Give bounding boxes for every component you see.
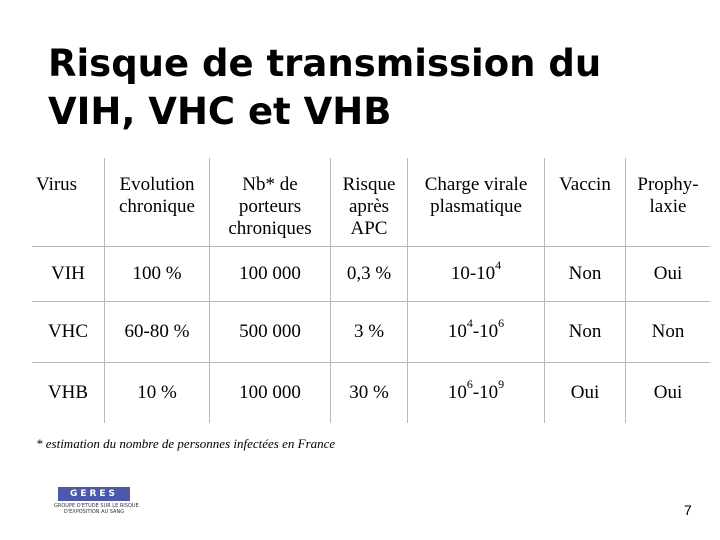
cell-evolution: 10 %	[105, 363, 210, 424]
header-line: Risque	[342, 174, 396, 195]
table-row	[32, 247, 710, 302]
charge-base: 10	[479, 382, 499, 403]
cell-risque: 0,3 %	[331, 247, 408, 302]
table-header-row	[32, 158, 710, 247]
page-number: 7	[684, 502, 692, 518]
header-line: APC	[350, 218, 388, 239]
charge-base: 10	[447, 382, 467, 403]
charge-exponent: 4	[466, 316, 473, 330]
charge-exponent: 9	[498, 377, 505, 391]
header-line: après	[348, 196, 390, 217]
cell-porteurs: 500 000	[210, 302, 331, 363]
header-line: chronique	[119, 196, 195, 217]
header-line: laxie	[649, 196, 687, 217]
cell-evolution: 100 %	[105, 247, 210, 302]
charge-exponent: 6	[466, 377, 473, 391]
charge-base: 10	[479, 321, 499, 342]
cell-charge	[408, 363, 545, 424]
transmission-table	[32, 158, 710, 423]
cell-virus: VHB	[47, 382, 89, 403]
col-header-charge	[408, 158, 545, 247]
col-header-vaccin	[545, 158, 626, 247]
logo-tagline-line2: D'EXPOSITION AU SANG	[63, 509, 125, 515]
geres-logo	[54, 484, 139, 515]
col-header-porteurs	[210, 158, 331, 247]
charge-separator: -	[472, 321, 480, 342]
cell-charge	[408, 247, 545, 302]
header-line: Charge virale	[424, 174, 528, 195]
charge-separator: -	[472, 382, 480, 403]
footnote: * estimation du nombre de personnes infectées en France	[36, 436, 336, 451]
col-header-virus	[32, 158, 105, 247]
header-line: Prophy-	[637, 174, 699, 195]
header-line: Nb* de	[242, 174, 298, 195]
cell-charge	[408, 302, 545, 363]
cell-vaccin: Non	[545, 302, 626, 363]
header-line: Virus	[36, 174, 78, 195]
cell-porteurs: 100 000	[210, 363, 331, 424]
logo-tagline	[54, 503, 139, 515]
table-row	[32, 302, 710, 363]
col-header-evolution	[105, 158, 210, 247]
col-header-prophylaxie	[626, 158, 711, 247]
cell-virus: VHC	[32, 302, 105, 363]
logo-tagline-line1: GROUPE D'ETUDE SUR LE RISQUE	[54, 503, 139, 509]
cell-prophylaxie: Oui	[626, 247, 711, 302]
cell-evolution: 60-80 %	[105, 302, 210, 363]
slide-title-line1: Risque de transmission du	[48, 42, 602, 85]
cell-prophylaxie: Non	[626, 302, 711, 363]
cell-vaccin: Non	[545, 247, 626, 302]
logo-name: GERES	[58, 487, 130, 501]
table-row	[32, 363, 710, 424]
charge-exponent: 6	[498, 316, 505, 330]
header-line: Vaccin	[559, 174, 611, 195]
cell-virus: VIH	[32, 247, 105, 302]
charge-exponent: 4	[495, 258, 502, 272]
header-line: plasmatique	[430, 196, 522, 217]
charge-base: 10-10	[450, 263, 496, 284]
cell-risque: 30 %	[331, 363, 408, 424]
cell-vaccin: Oui	[545, 363, 626, 424]
header-line: chroniques	[228, 218, 312, 239]
header-line: Evolution	[119, 174, 195, 195]
slide-title	[48, 40, 688, 136]
slide-title-line2: VIH, VHC et VHB	[48, 90, 392, 133]
cell-prophylaxie: Oui	[626, 363, 711, 424]
cell-risque: 3 %	[331, 302, 408, 363]
charge-base: 10	[447, 321, 467, 342]
header-line: porteurs	[238, 196, 302, 217]
cell-porteurs: 100 000	[210, 247, 331, 302]
col-header-risque	[331, 158, 408, 247]
